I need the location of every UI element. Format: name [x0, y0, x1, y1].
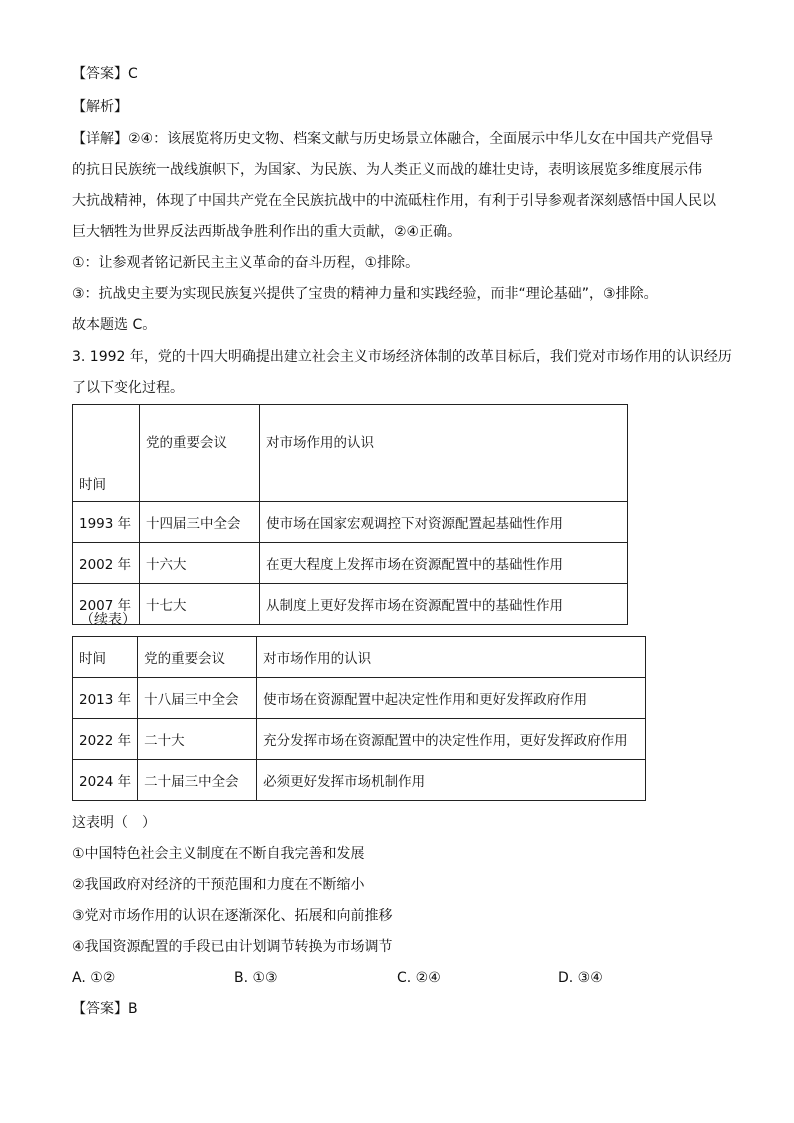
detail-line: 的抗日民族统一战线旗帜下，为国家、为民族、为人类正义而战的雄壮史诗，表明该展览多维度展示伟 [72, 162, 702, 178]
cell-understanding: 在更大程度上发挥市场在资源配置中的基础性作用 [260, 543, 628, 584]
cell-understanding: 必须更好发挥市场机制作用 [257, 760, 646, 801]
option-b: B. ①③ [234, 970, 278, 986]
question-prompt: 这表明（ ） [72, 815, 156, 831]
detail-line: 巨大牺牲为世界反法西斯战争胜利作出的重大贡献，②④正确。 [72, 224, 462, 240]
table-row [73, 760, 646, 801]
market-role-table-continued [72, 636, 646, 801]
cell-time: 2024 年 [73, 760, 138, 801]
cell-time: 2013 年 [73, 678, 138, 719]
header-cell-time: 时间 [73, 637, 138, 678]
continued-label: （续表） [80, 612, 136, 628]
option-d: D. ③④ [558, 970, 603, 986]
analysis-label: 【解析】 [72, 99, 128, 115]
conclusion-line: 故本题选 C。 [72, 317, 157, 333]
cell-meeting: 十六大 [140, 543, 260, 584]
statement-item: ①中国特色社会主义制度在不断自我完善和发展 [72, 846, 365, 862]
cell-time: 2002 年 [73, 543, 140, 584]
table-header-row [73, 637, 646, 678]
table-row [73, 502, 628, 543]
statement-item: ④我国资源配置的手段已由计划调节转换为市场调节 [72, 939, 393, 955]
statement-item: ③党对市场作用的认识在逐渐深化、拓展和向前推移 [72, 908, 393, 924]
market-role-table [72, 404, 628, 625]
detail-line: 【详解】②④：该展览将历史文物、档案文献与历史场景立体融合，全面展示中华儿女在中国共产党倡导 [72, 131, 714, 147]
header-cell-meeting: 党的重要会议 [140, 405, 260, 502]
table-row [73, 584, 628, 625]
question-stem-line: 3. 1992 年，党的十四大明确提出建立社会主义市场经济体制的改革目标后，我们党对市场作用的认识经历 [72, 349, 732, 365]
header-cell-time: 时间 [73, 405, 140, 502]
statement-item: ②我国政府对经济的干预范围和力度在不断缩小 [72, 877, 365, 893]
detail-line: 大抗战精神，体现了中国共产党在全民族抗战中的中流砥柱作用，有利于引导参观者深刻感悟中国人民以 [72, 193, 716, 209]
cell-meeting: 十四届三中全会 [140, 502, 260, 543]
option-a: A. ①② [72, 970, 116, 986]
cell-understanding: 充分发挥市场在资源配置中的决定性作用，更好发挥政府作用 [257, 719, 646, 760]
cell-meeting: 十七大 [140, 584, 260, 625]
cell-understanding: 从制度上更好发挥市场在资源配置中的基础性作用 [260, 584, 628, 625]
answer-label-1: 【答案】C [72, 66, 138, 82]
cell-meeting: 十八届三中全会 [138, 678, 257, 719]
cell-time: 1993 年 [73, 502, 140, 543]
table-row [73, 543, 628, 584]
cell-time: 2022 年 [73, 719, 138, 760]
cell-meeting: 二十大 [138, 719, 257, 760]
answer-label-2: 【答案】B [72, 1001, 138, 1017]
cell-understanding: 使市场在资源配置中起决定性作用和更好发挥政府作用 [257, 678, 646, 719]
question-stem-line: 了以下变化过程。 [72, 380, 184, 396]
cell-understanding: 使市场在国家宏观调控下对资源配置起基础性作用 [260, 502, 628, 543]
option-c: C. ②④ [397, 970, 441, 986]
table-row [73, 678, 646, 719]
header-cell-understanding: 对市场作用的认识 [257, 637, 646, 678]
detail-line: ①：让参观者铭记新民主主义革命的奋斗历程，①排除。 [72, 255, 420, 271]
cell-time: 2007 年 [73, 584, 140, 625]
table-header-row [73, 405, 628, 502]
header-cell-understanding: 对市场作用的认识 [260, 405, 628, 502]
table-row [73, 719, 646, 760]
detail-line: ③：抗战史主要为实现民族复兴提供了宝贵的精神力量和实践经验，而非“理论基础”，③排除。 [72, 286, 658, 302]
cell-meeting: 二十届三中全会 [138, 760, 257, 801]
header-cell-meeting: 党的重要会议 [138, 637, 257, 678]
